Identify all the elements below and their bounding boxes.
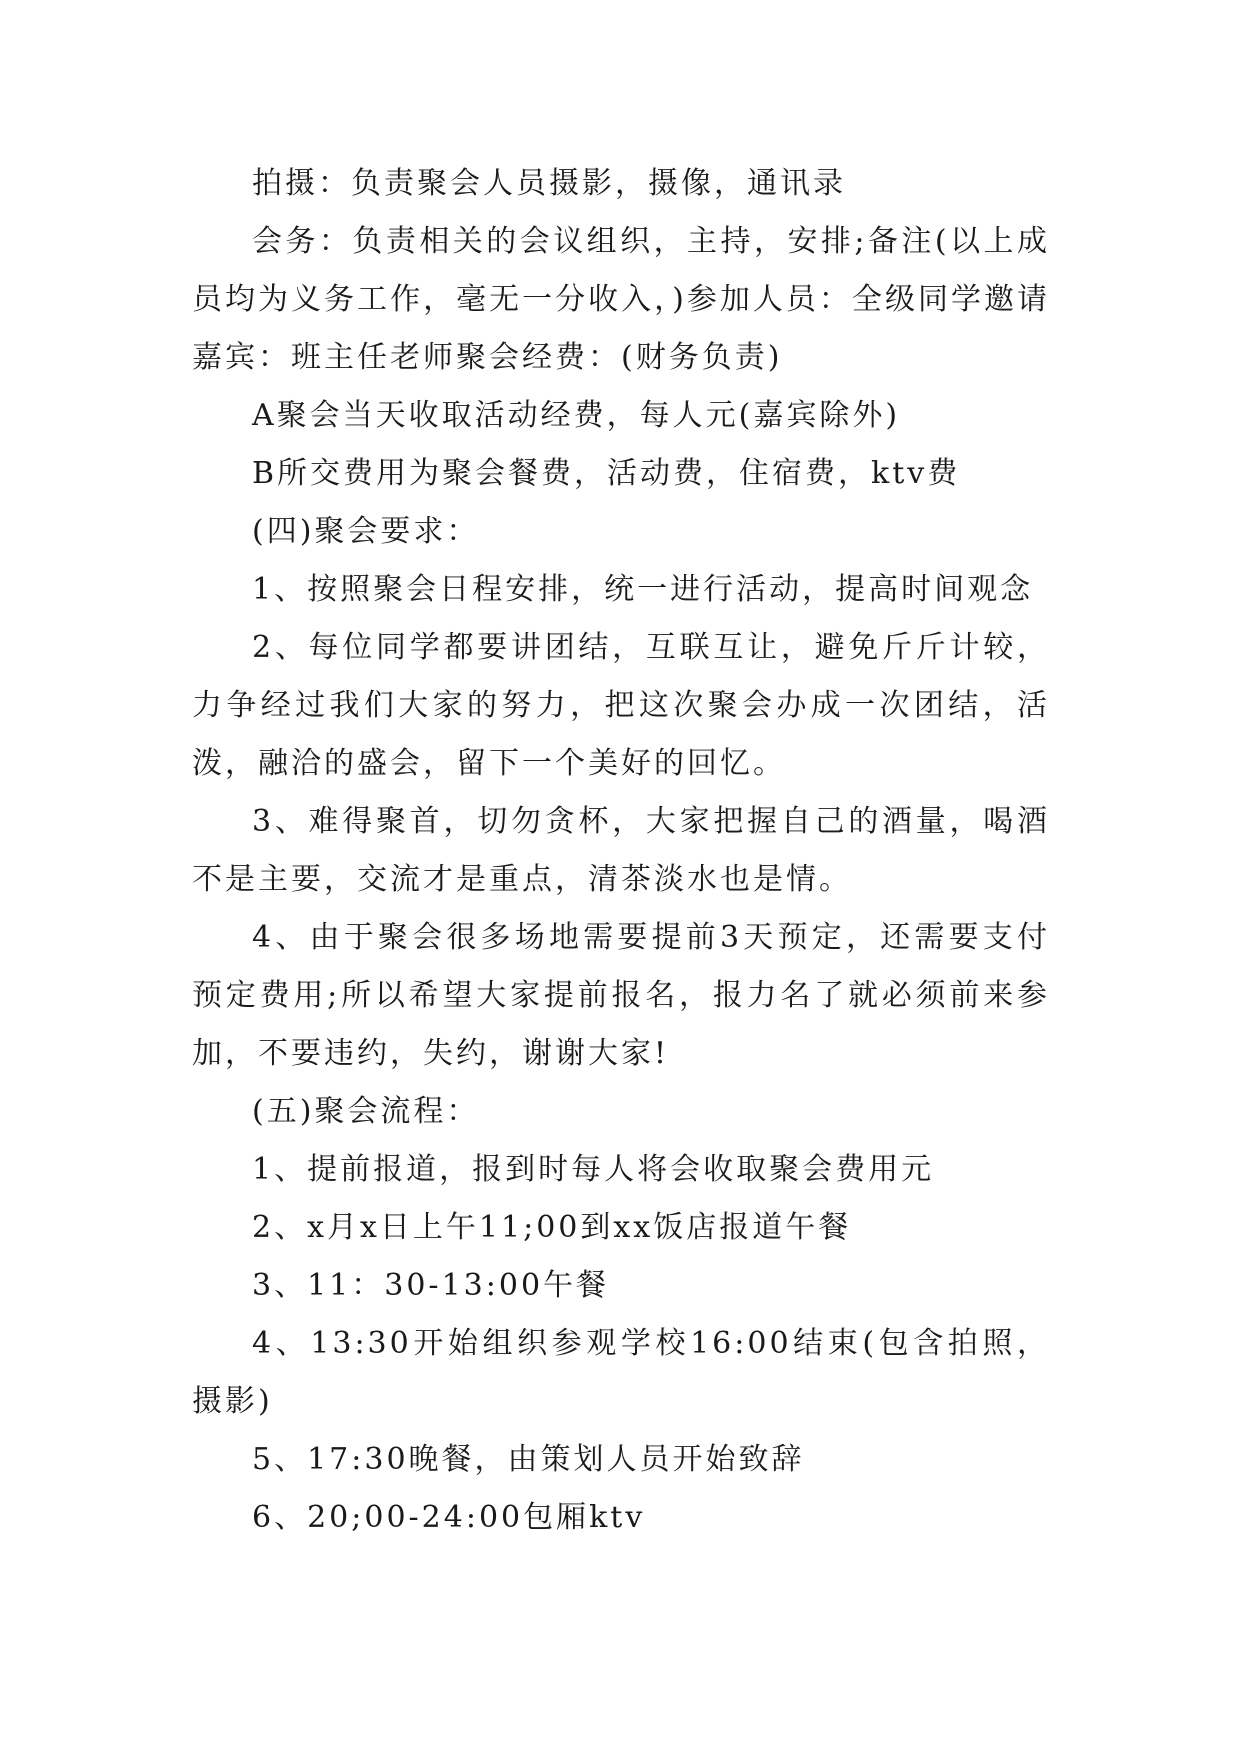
paragraph-fee-b: B所交费用为聚会餐费，活动费，住宿费，ktv费	[252, 456, 961, 491]
document-page	[192, 155, 1050, 1547]
requirement-item-3: 3、难得聚首，切勿贪杯，大家把握自己的酒量，喝酒不是主要，交流才是重点，清茶淡水也是情。	[192, 804, 1050, 897]
requirement-item-1: 1、按照聚会日程安排，统一进行活动，提高时间观念	[252, 572, 1034, 607]
requirement-item-2: 2、每位同学都要讲团结，互联互让，避免斤斤计较，力争经过我们大家的努力，把这次聚会办成一次团结，活泼，融洽的盛会，留下一个美好的回忆。	[192, 630, 1050, 781]
section-heading-process: (五)聚会流程：	[252, 1094, 480, 1129]
process-item-6: 6、20;00-24:00包厢ktv	[252, 1500, 646, 1535]
process-item-4: 4、13:30开始组织参观学校16:00结束(包含拍照，摄影)	[192, 1326, 1050, 1419]
paragraph-affairs: 会务：负责相关的会议组织，主持，安排;备注(以上成员均为义务工作，毫无一分收入，)参加人员：全级同学邀请嘉宾：班主任老师聚会经费：(财务负责)	[192, 224, 1050, 375]
process-item-5: 5、17:30晚餐，由策划人员开始致辞	[252, 1442, 805, 1477]
paragraph-fee-a: A聚会当天收取活动经费，每人元(嘉宾除外)	[252, 398, 901, 433]
process-item-3: 3、11：30-13:00午餐	[252, 1268, 610, 1303]
section-heading-requirements: (四)聚会要求：	[252, 514, 480, 549]
paragraph-photography: 拍摄：负责聚会人员摄影，摄像，通讯录	[252, 166, 846, 201]
requirement-item-4: 4、由于聚会很多场地需要提前3天预定，还需要支付预定费用;所以希望大家提前报名，报力名了就必须前来参加，不要违约，失约，谢谢大家!	[192, 920, 1050, 1071]
process-item-1: 1、提前报道，报到时每人将会收取聚会费用元	[252, 1152, 935, 1187]
process-item-2: 2、x月x日上午11;00到xx饭店报道午餐	[252, 1210, 852, 1245]
